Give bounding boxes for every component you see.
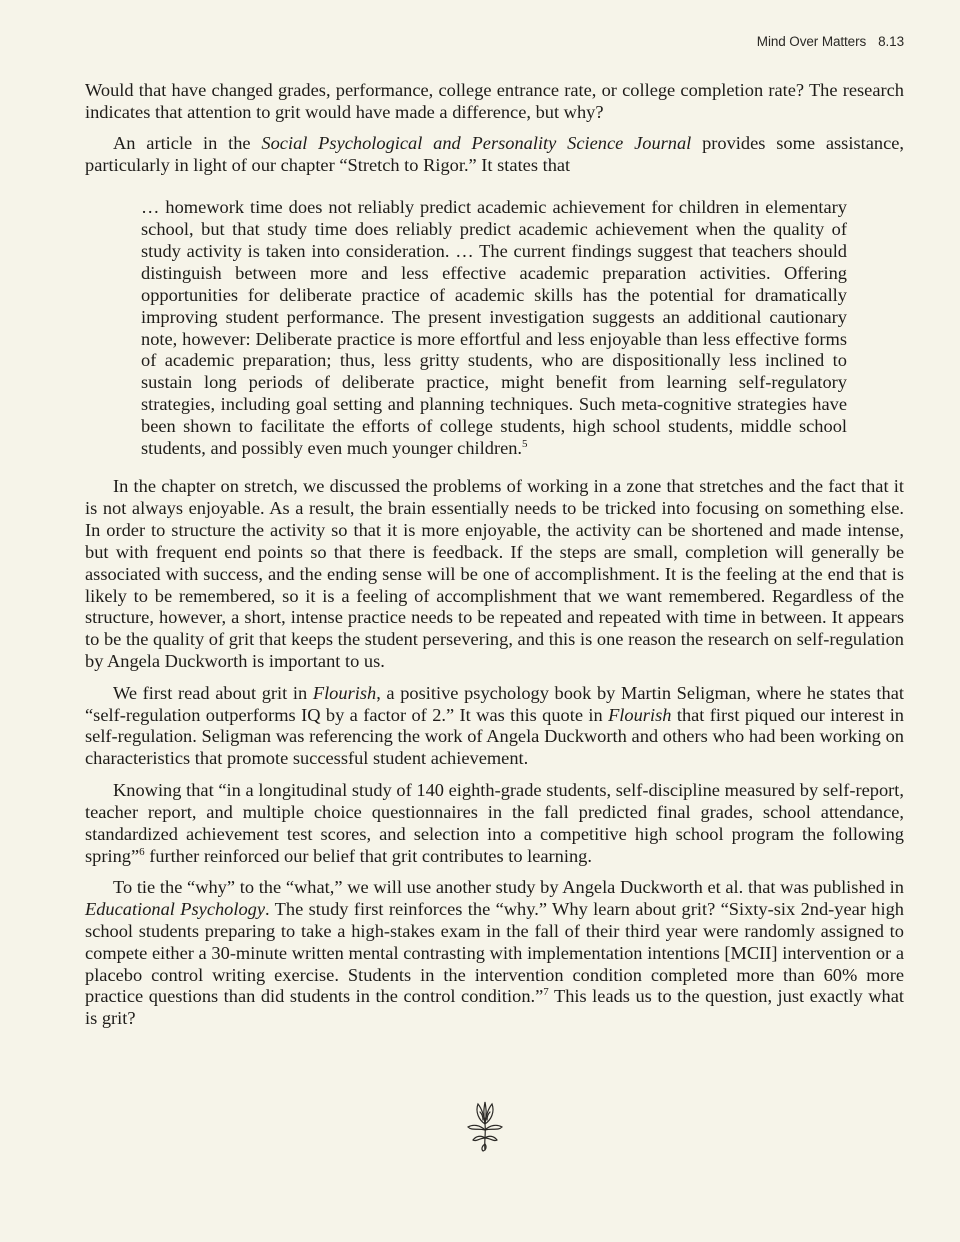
floral-ornament-icon [465, 1100, 505, 1152]
text-run: , a positive psychology book by Martin Seligman, where he states that “self-regulation outperforms IQ by a factor of 2.” It was this quote in [85, 682, 905, 725]
text-run: An article in the [113, 133, 262, 154]
block-quote [141, 197, 847, 460]
paragraph-stretch: In the chapter on stretch, we discussed the problems of working in a zone that stretches and the fact that it is not always enjoyable. As a result, the brain essentially needs to be tricked into focusing on something else. In order to structure the activity so that it is more enjoyable, the activity can be shortened and made intense, but with frequent end points so that there is feedback. If the steps are small, completion will generally be associated with success, and the ending sense will be one of accomplishment. It is the feeling at the end that is likely to be remembered, so it is a feeling of accomplishment that we want remembered. Regardless of the structure, however, a short, intense practice needs to be repeated and repeated with time in between. It appears to be the quality of grit that keeps the student persevering, and this is one reason the research on self-regulation by Angela Duckworth is important to us. [85, 476, 904, 672]
page-number: 8.13 [878, 34, 904, 49]
paragraph-flourish [85, 683, 904, 771]
footnote-ref: 7 [543, 986, 549, 999]
page-body [85, 80, 904, 1040]
paragraph-longitudinal [85, 780, 904, 868]
text-run: This leads us to the question, just exactly what is grit? [85, 986, 904, 1029]
paragraph-why-what [85, 877, 904, 1030]
paragraph-continued: Would that have changed grades, performance, college entrance rate, or college completion rate? The research indicates that attention to grit would have made a difference, but why? [85, 80, 904, 122]
text-run: . The study first reinforces the “why.” Why learn about grit? “Sixty-six 2nd-year high school students preparing to take a high-stakes exam in the fall of their third year were randomly assigned to compete either a 30-minute written mental contrasting with implementation intentions [MCII] intervention or a placebo control writing exercise. Students in the intervention condition completed more than 60% more practice questions than did students in the control condition.” [85, 898, 904, 1007]
paragraph-article [85, 133, 904, 177]
text-run: We first read about grit in [113, 682, 313, 703]
text-run: provides some assistance, particularly in light of our chapter “Stretch to Rigor.” It states that [85, 133, 904, 176]
text-run: Knowing that “in a longitudinal study of 140 eighth-grade students, self-discipline measured by self-report, teacher report, and multiple choice questionnaires in the fall predicted final grades, school attendance, standardized achievement test scores, and selection into a competitive high school program the following spring” [85, 779, 904, 866]
book-title: Flourish [608, 704, 672, 725]
text-run: To tie the “why” to the “what,” we will use another study by Angela Duckworth et al. that was published in [113, 876, 904, 897]
running-header [757, 34, 904, 49]
running-title: Mind Over Matters [756, 34, 867, 49]
text-run: further reinforced our belief that grit contributes to learning. [144, 845, 592, 866]
footnote-ref: 5 [522, 438, 528, 451]
journal-title: Social Psychological and Personality Science Journal [261, 133, 692, 154]
journal-title: Educational Psychology [85, 898, 266, 919]
quote-text: … homework time does not reliably predict academic achievement for children in elementary school, but that study time does reliably predict academic achievement when the quality of study activity is taken into consideration. … The current findings suggest that teachers should distinguish between more and less effective academic preparation activities. Offering opportunities for deliberate practice of academic skills has the potential for dramatically improving student performance. The present investigation suggests an additional cautionary note, however: Deliberate practice is more effortful and less enjoyable than less effective forms of academic preparation; thus, less gritty students, who are dispositionally less inclined to sustain long periods of deliberate practice, might benefit from learning self-regulatory strategies, including goal setting and planning techniques. Such meta-cognitive strategies have been shown to facilitate the efforts of college students, high school students, middle school students, and possibly even much younger children. [141, 197, 847, 459]
text-run: that first piqued our interest in self-regulation. Seligman was referencing the work of Angela Duckworth and others who had been working on characteristics that promote successful student achievement. [85, 704, 904, 769]
book-title: Flourish [312, 682, 377, 703]
footnote-ref: 6 [139, 845, 145, 858]
